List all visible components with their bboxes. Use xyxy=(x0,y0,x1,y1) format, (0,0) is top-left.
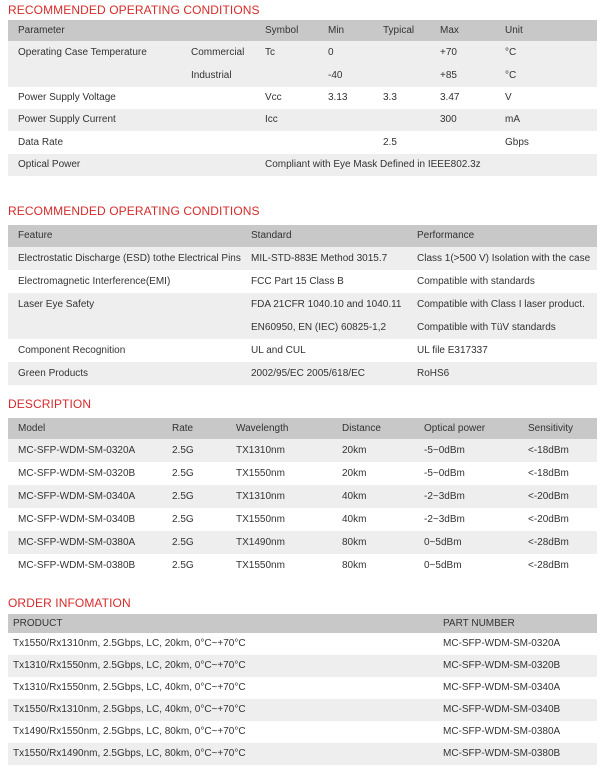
table-row xyxy=(8,362,597,385)
cell-distance: 40km xyxy=(342,514,367,525)
table-row-temperature xyxy=(8,41,597,87)
header-performance: Performance xyxy=(417,230,475,241)
cell-standard: EN60950, EN (IEC) 60825-1,2 xyxy=(251,322,387,333)
cell-product: Tx1490/Rx1550nm, 2.5Gbps, LC, 80km, 0°C~+70°C xyxy=(13,726,246,737)
cell-performance: Class 1(>500 V) Isolation with the case xyxy=(417,253,591,264)
cell-sensitivity: <-28dBm xyxy=(528,560,569,571)
cell-performance: Compatible with standards xyxy=(417,276,535,287)
table-row-optical-power xyxy=(8,154,597,176)
cell-model: MC-SFP-WDM-SM-0320B xyxy=(18,468,136,479)
cell-optical-power: 0~5dBm xyxy=(424,537,462,548)
cell-product: Tx1310/Rx1550nm, 2.5Gbps, LC, 40km, 0°C~+70°C xyxy=(13,682,246,693)
cell-model: MC-SFP-WDM-SM-0380B xyxy=(18,560,136,571)
table-row xyxy=(8,677,597,699)
cell-parameter: Data Rate xyxy=(18,137,64,148)
cell-optical-power: -5~0dBm xyxy=(424,445,465,456)
cell-wavelength: TX1490nm xyxy=(236,537,285,548)
cell-part-number: MC-SFP-WDM-SM-0340A xyxy=(443,682,561,693)
header-part-number: PART NUMBER xyxy=(443,618,515,629)
header-distance: Distance xyxy=(342,423,381,434)
cell-max: 300 xyxy=(440,114,457,125)
table-row xyxy=(8,439,597,462)
cell-model: MC-SFP-WDM-SM-0320A xyxy=(18,445,136,456)
cell-standard: 2002/95/EC 2005/618/EC xyxy=(251,368,365,379)
cell-rate: 2.5G xyxy=(172,537,194,548)
cell-distance: 20km xyxy=(342,445,367,456)
table-header-row xyxy=(8,20,597,41)
cell-performance: UL file E317337 xyxy=(417,345,488,356)
cell-parameter: Operating Case Temperature xyxy=(18,47,147,58)
cell-parameter: Power Supply Current xyxy=(18,114,116,125)
table-row xyxy=(8,247,597,270)
header-min: Min xyxy=(328,25,345,36)
cell-rate: 2.5G xyxy=(172,560,194,571)
cell-symbol: Vcc xyxy=(265,92,282,103)
cell-sensitivity: <-18dBm xyxy=(528,468,569,479)
header-wavelength: Wavelength xyxy=(236,423,289,434)
cell-product: Tx1550/Rx1490nm, 2.5Gbps, LC, 80km, 0°C~+70°C xyxy=(13,748,246,759)
compliance-table xyxy=(8,225,597,385)
header-typical: Typical xyxy=(383,25,415,36)
section-title-order-information: ORDER INFOMATION xyxy=(8,596,131,610)
cell-sensitivity: <-18dBm xyxy=(528,445,569,456)
cell-standard: FDA 21CFR 1040.10 and 1040.11 xyxy=(251,299,402,310)
table-row xyxy=(8,721,597,743)
cell-part-number: MC-SFP-WDM-SM-0380A xyxy=(443,726,561,737)
cell-model: MC-SFP-WDM-SM-0340A xyxy=(18,491,136,502)
table-row xyxy=(8,633,597,655)
table-row xyxy=(8,554,597,577)
cell-performance: RoHS6 xyxy=(417,368,450,379)
header-parameter: Parameter xyxy=(18,25,65,36)
cell-unit: °C xyxy=(505,70,517,81)
cell-performance: Compatible with TüV standards xyxy=(417,322,556,333)
cell-wavelength: TX1550nm xyxy=(236,514,285,525)
cell-rate: 2.5G xyxy=(172,491,194,502)
cell-feature: Electromagnetic Interference(EMI) xyxy=(18,276,171,287)
table-row-current xyxy=(8,109,597,131)
cell-standard: FCC Part 15 Class B xyxy=(251,276,344,287)
table-row xyxy=(8,699,597,721)
cell-standard: MIL-STD-883E Method 3015.7 xyxy=(251,253,388,264)
cell-sensitivity: <-20dBm xyxy=(528,491,569,502)
header-model: Model xyxy=(18,423,46,434)
cell-product: Tx1310/Rx1550nm, 2.5Gbps, LC, 20km, 0°C~+70°C xyxy=(13,660,246,671)
cell-optical-power: -5~0dBm xyxy=(424,468,465,479)
table-row xyxy=(8,270,597,293)
cell-grade-industrial: Industrial xyxy=(191,70,232,81)
cell-standard: UL and CUL xyxy=(251,345,306,356)
cell-max: +85 xyxy=(440,70,457,81)
table-row xyxy=(8,339,597,362)
cell-part-number: MC-SFP-WDM-SM-0380B xyxy=(443,748,561,759)
header-sensitivity: Sensitivity xyxy=(528,423,574,434)
table-header-row xyxy=(8,418,597,439)
table-row xyxy=(8,462,597,485)
cell-part-number: MC-SFP-WDM-SM-0320A xyxy=(443,638,561,649)
cell-wavelength: TX1550nm xyxy=(236,468,285,479)
cell-max: +70 xyxy=(440,47,457,58)
description-table xyxy=(8,418,597,577)
cell-rate: 2.5G xyxy=(172,468,194,479)
cell-rate: 2.5G xyxy=(172,445,194,456)
cell-model: MC-SFP-WDM-SM-0340B xyxy=(18,514,136,525)
header-symbol: Symbol xyxy=(265,25,299,36)
table-row xyxy=(8,485,597,508)
cell-feature: Laser Eye Safety xyxy=(18,299,95,310)
table-header-row xyxy=(8,614,597,633)
cell-distance: 80km xyxy=(342,537,367,548)
header-optical-power: Optical power xyxy=(424,423,486,434)
cell-model: MC-SFP-WDM-SM-0380A xyxy=(18,537,136,548)
cell-typical: 2.5 xyxy=(383,137,397,148)
cell-unit: V xyxy=(505,92,512,103)
cell-optical-power: 0~5dBm xyxy=(424,560,462,571)
table-row xyxy=(8,531,597,554)
cell-distance: 40km xyxy=(342,491,367,502)
order-information-table xyxy=(8,614,597,765)
cell-optical-power: -2~3dBm xyxy=(424,491,465,502)
header-product: PRODUCT xyxy=(13,618,63,629)
cell-part-number: MC-SFP-WDM-SM-0340B xyxy=(443,704,561,715)
cell-symbol: Tc xyxy=(265,47,275,58)
cell-max: 3.47 xyxy=(440,92,460,103)
header-unit: Unit xyxy=(505,25,523,36)
header-max: Max xyxy=(440,25,459,36)
table-header-row xyxy=(8,225,597,247)
cell-feature: Component Recognition xyxy=(18,345,126,356)
table-row-voltage xyxy=(8,87,597,109)
table-row-laser-eye-safety xyxy=(8,293,597,339)
operating-conditions-table-1 xyxy=(8,20,597,176)
cell-min: -40 xyxy=(328,70,343,81)
cell-distance: 20km xyxy=(342,468,367,479)
cell-spanning-note: Compliant with Eye Mask Defined in IEEE802.3z xyxy=(265,159,481,170)
header-standard: Standard xyxy=(251,230,292,241)
cell-unit: Gbps xyxy=(505,137,529,148)
header-rate: Rate xyxy=(172,423,194,434)
section-title-operating-conditions-1: RECOMMENDED OPERATING CONDITIONS xyxy=(8,3,260,17)
cell-feature: Electrostatic Discharge (ESD) tothe Electrical Pins xyxy=(18,253,241,264)
cell-wavelength: TX1310nm xyxy=(236,491,285,502)
table-row xyxy=(8,743,597,765)
cell-optical-power: -2~3dBm xyxy=(424,514,465,525)
cell-grade-commercial: Commercial xyxy=(191,47,245,58)
cell-symbol: Icc xyxy=(265,114,278,125)
cell-product: Tx1550/Rx1310nm, 2.5Gbps, LC, 40km, 0°C~+70°C xyxy=(13,704,246,715)
table-row xyxy=(8,508,597,531)
section-title-operating-conditions-2: RECOMMENDED OPERATING CONDITIONS xyxy=(8,204,260,218)
cell-sensitivity: <-20dBm xyxy=(528,514,569,525)
cell-unit: mA xyxy=(505,114,520,125)
header-feature: Feature xyxy=(18,230,53,241)
cell-parameter: Optical Power xyxy=(18,159,81,170)
cell-part-number: MC-SFP-WDM-SM-0320B xyxy=(443,660,561,671)
cell-sensitivity: <-28dBm xyxy=(528,537,569,548)
cell-typical: 3.3 xyxy=(383,92,397,103)
cell-wavelength: TX1550nm xyxy=(236,560,285,571)
cell-performance: Compatible with Class I laser product. xyxy=(417,299,585,310)
cell-min: 0 xyxy=(328,47,334,58)
cell-min: 3.13 xyxy=(328,92,348,103)
cell-product: Tx1550/Rx1310nm, 2.5Gbps, LC, 20km, 0°C~+70°C xyxy=(13,638,246,649)
cell-parameter: Power Supply Voltage xyxy=(18,92,116,103)
cell-unit: °C xyxy=(505,47,517,58)
cell-feature: Green Products xyxy=(18,368,89,379)
table-row-data-rate xyxy=(8,131,597,154)
cell-wavelength: TX1310nm xyxy=(236,445,285,456)
cell-distance: 80km xyxy=(342,560,367,571)
table-row xyxy=(8,655,597,677)
cell-rate: 2.5G xyxy=(172,514,194,525)
section-title-description: DESCRIPTION xyxy=(8,397,92,411)
